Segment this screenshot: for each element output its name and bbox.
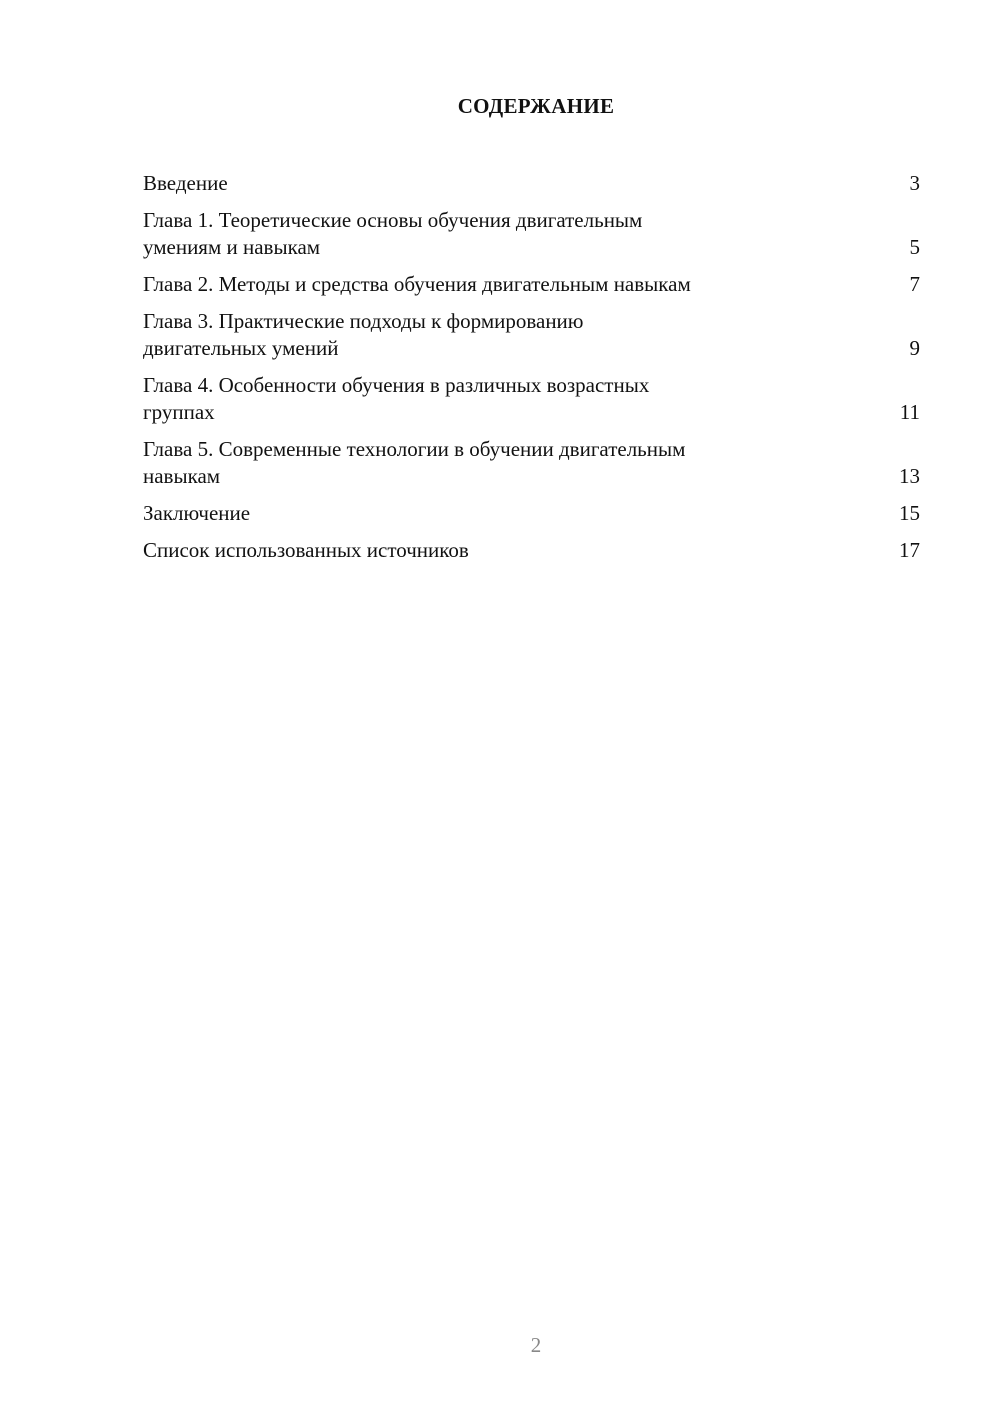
toc-entry-line: двигательных умений bbox=[143, 336, 339, 360]
toc-entry-page: 9 bbox=[909, 336, 920, 360]
toc-entry-page: 13 bbox=[899, 464, 920, 488]
toc-entry-line: Глава 4. Особенности обучения в различных возрастных bbox=[143, 373, 650, 397]
toc-entry-page: 3 bbox=[909, 171, 920, 195]
toc-entry-page: 17 bbox=[899, 538, 920, 562]
toc-entry-title bbox=[143, 271, 823, 298]
page-title: СОДЕРЖАНИЕ bbox=[457, 94, 615, 118]
table-of-contents bbox=[143, 170, 920, 574]
toc-entry-page: 11 bbox=[899, 400, 920, 424]
toc-entry-title bbox=[143, 207, 823, 261]
toc-entry-title bbox=[143, 500, 823, 527]
toc-entry-title bbox=[143, 372, 823, 426]
toc-entry-line: Глава 2. Методы и средства обучения двигательным навыкам bbox=[143, 272, 691, 296]
toc-entry-chapter-1 bbox=[143, 207, 920, 261]
toc-entry-line: умениям и навыкам bbox=[143, 235, 321, 259]
toc-entry-line: Глава 5. Современные технологии в обучении двигательным bbox=[143, 437, 686, 461]
toc-entry-line: навыкам bbox=[143, 464, 221, 488]
toc-entry-title bbox=[143, 436, 823, 490]
toc-entry-conclusion bbox=[143, 500, 920, 527]
toc-entry-line: группах bbox=[143, 400, 215, 424]
toc-entry-line: Заключение bbox=[143, 501, 251, 525]
toc-entry-page: 15 bbox=[899, 501, 920, 525]
toc-entry-chapter-5 bbox=[143, 436, 920, 490]
toc-entry-introduction bbox=[143, 170, 920, 197]
toc-entry-page: 7 bbox=[909, 272, 920, 296]
toc-entry-title bbox=[143, 308, 823, 362]
toc-entry-line: Глава 3. Практические подходы к формированию bbox=[143, 309, 584, 333]
toc-entry-references bbox=[143, 537, 920, 564]
toc-entry-line: Список использованных источников bbox=[143, 538, 469, 562]
toc-entry-title bbox=[143, 537, 823, 564]
toc-entry-chapter-3 bbox=[143, 308, 920, 362]
page-number: 2 bbox=[530, 1333, 542, 1357]
toc-entry-title bbox=[143, 170, 823, 197]
toc-entry-line: Глава 1. Теоретические основы обучения двигательным bbox=[143, 208, 643, 232]
toc-entry-line: Введение bbox=[143, 171, 228, 195]
toc-entry-page: 5 bbox=[909, 235, 920, 259]
toc-entry-chapter-4 bbox=[143, 372, 920, 426]
toc-entry-chapter-2 bbox=[143, 271, 920, 298]
